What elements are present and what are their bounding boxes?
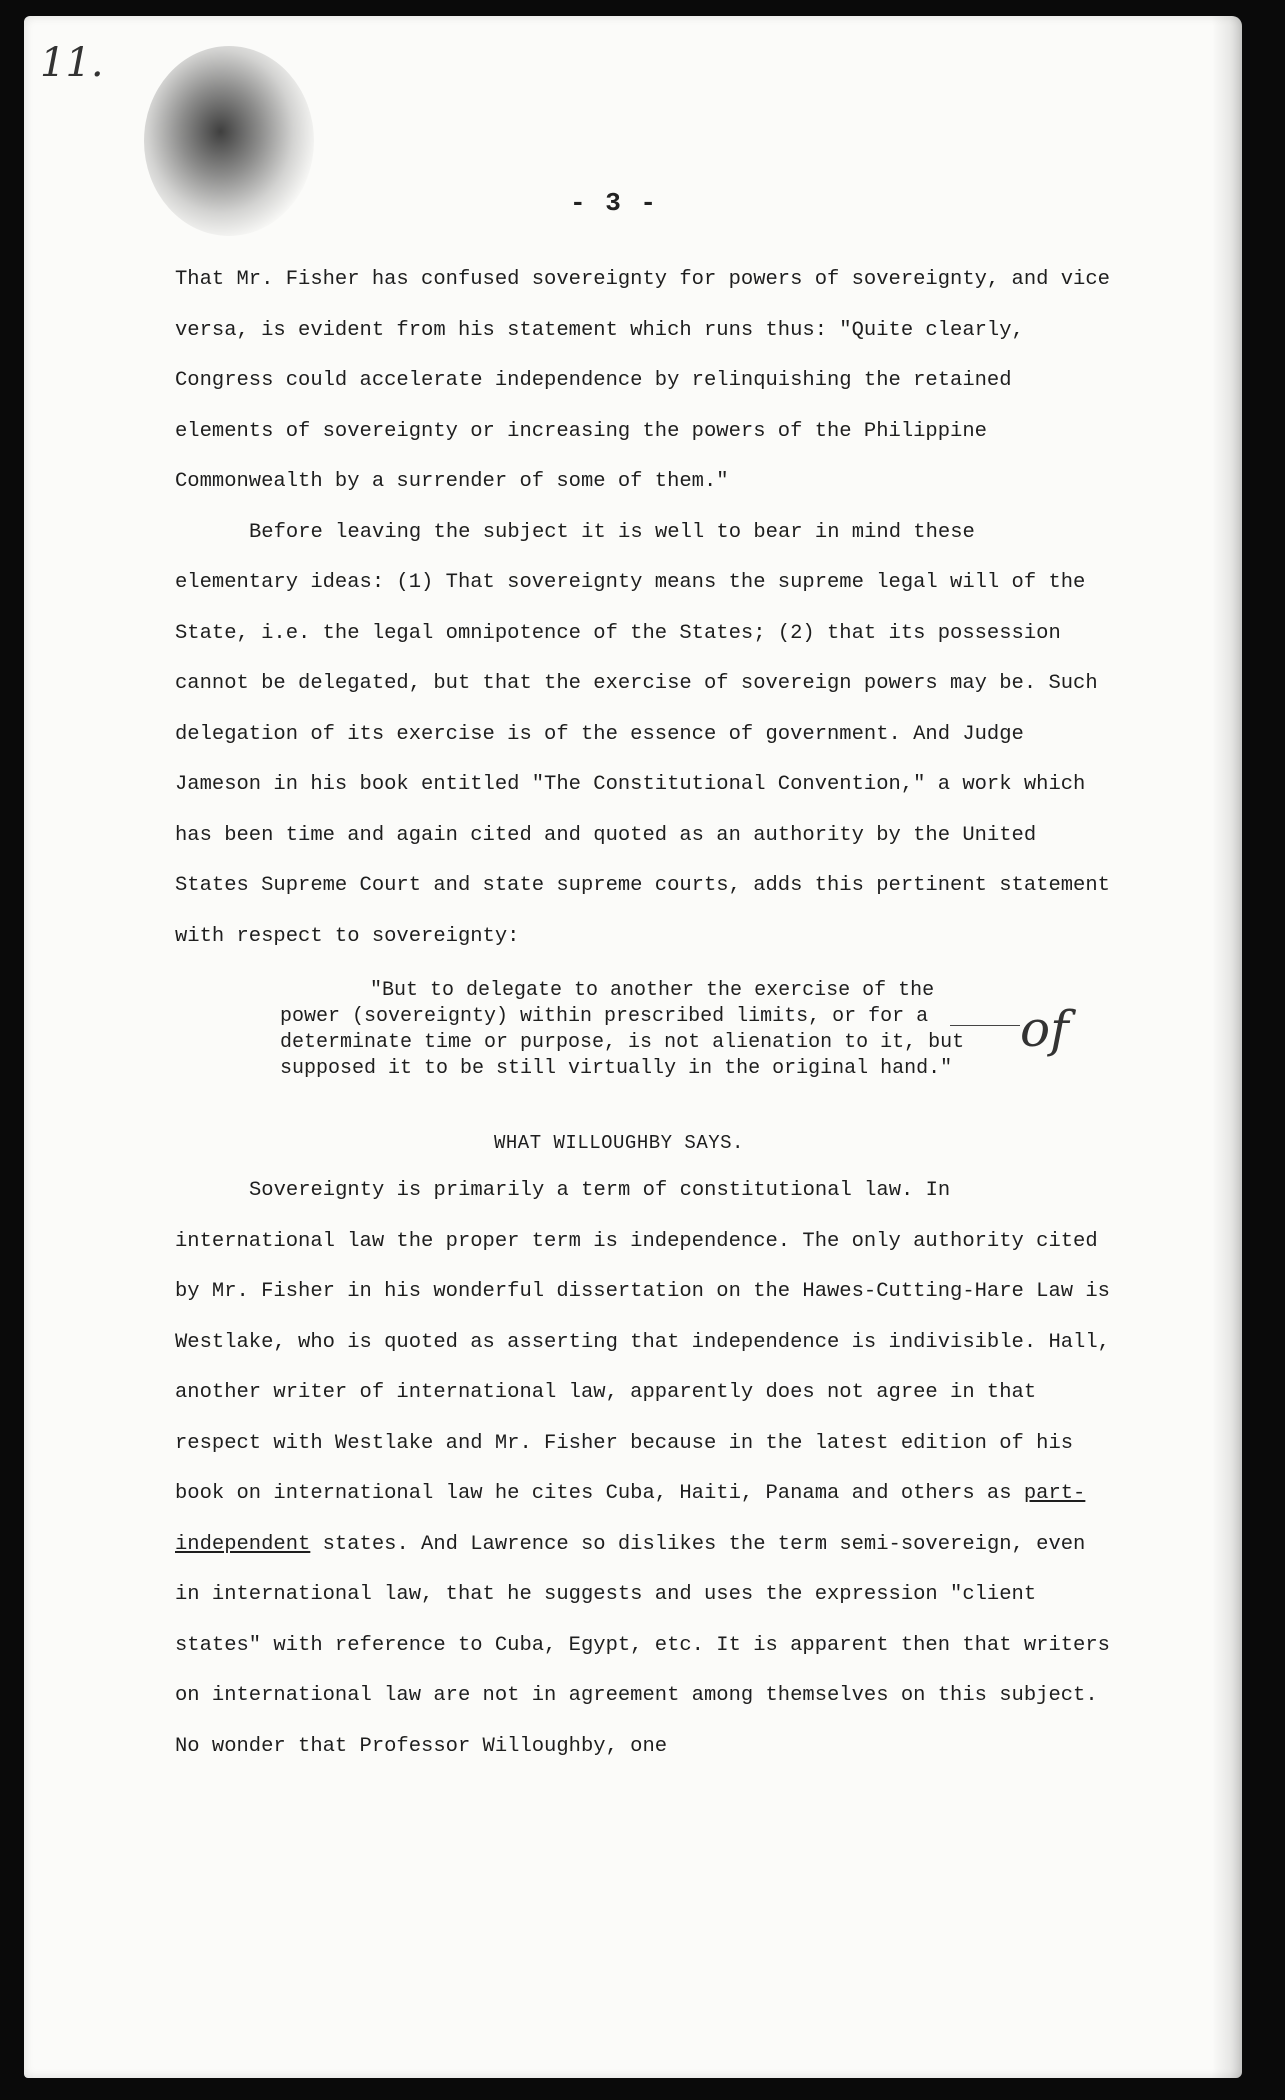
margin-insertion-line	[950, 1025, 1020, 1026]
paragraph-part-a: Sovereignty is primarily a term of constitutional law. In international law the proper term is independence. The only authority cited by Mr. Fisher in his wonderful dissertation on the Hawes-Cutting-Hare Law is Westlake, who is quoted as asserting that independence is indivisible. Hall, another writer of international law, apparently does not agree in that respect with Westlake and Mr. Fisher because in the latest edition of his book on international law he cites Cuba, Haiti, Panama and others as	[175, 1179, 1110, 1505]
quote-text: "But to delegate to another the exercise of the power (sovereignty) within prescribed limits, or for a determinate time or purpose, is not alienation to it, but supposed it to be still virtually in the original hand."	[280, 979, 965, 1080]
corner-annotation: 11.	[40, 40, 104, 86]
margin-handwritten-note: of	[1020, 1000, 1069, 1058]
paragraph-sovereignty-primarily	[175, 1166, 1110, 1772]
section-heading: WHAT WILLOUGHBY SAYS.	[494, 1132, 744, 1154]
paragraph-fisher-confusion: That Mr. Fisher has confused sovereignty for powers of sovereignty, and vice versa, is evident from his statement which runs thus: "Quite clearly, Congress could accelerate independence by relinquishing the retained elements of sovereignty or increasing the powers of the Philippine Commonwealth by a surrender of some of them."	[175, 268, 1110, 493]
body-section-1	[175, 255, 1110, 962]
ink-smudge	[144, 46, 314, 236]
body-section-2	[175, 1166, 1110, 1772]
page-edge-shadow	[1212, 16, 1242, 2078]
block-quote	[280, 978, 1000, 1082]
paragraph-part-b: states. And Lawrence so dislikes the term semi-sovereign, even in international law, that he suggests and uses the expression "client states" with reference to Cuba, Egypt, etc. It is apparent then that writers on international law are not in agreement among themselves on this subject. No wonder that Professor Willoughby, one	[175, 1532, 1110, 1758]
underlined-term: part-independent	[175, 1482, 1086, 1556]
page-number: - 3 -	[570, 188, 659, 218]
paragraph-before-leaving: Before leaving the subject it is well to bear in mind these elementary ideas: (1) That sovereignty means the supreme legal will of the State, i.e. the legal omnipotence of the States; (2) that its possession cannot be delegated, but that the exercise of sovereign powers may be. Such delegation of its exercise is of the essence of government. And Judge Jameson in his book entitled "The Constitutional Convention," a work which has been time and again cited and quoted as an authority by the United States Supreme Court and state supreme courts, adds this pertinent statement with respect to sovereignty:	[175, 520, 1110, 948]
